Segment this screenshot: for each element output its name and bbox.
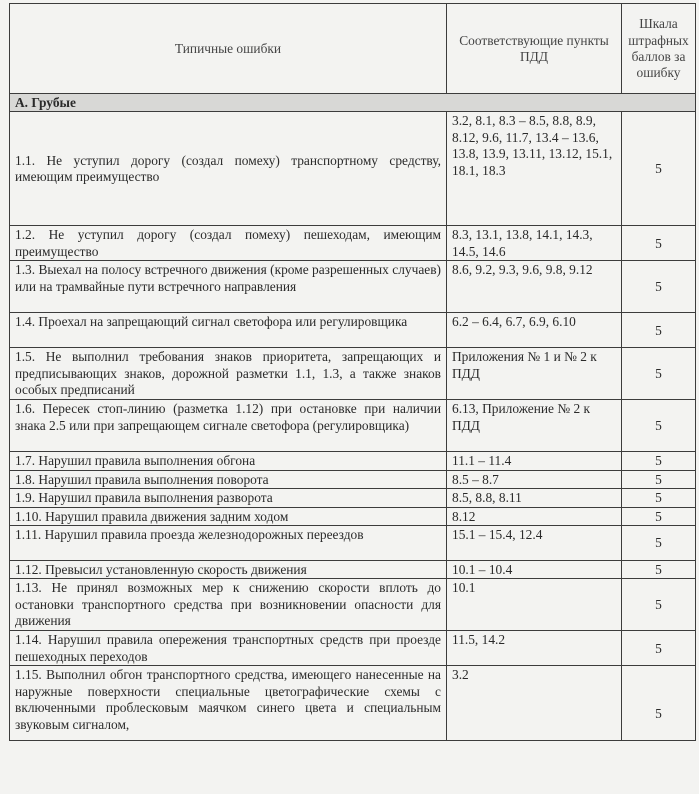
rule-points: 8.3, 13.1, 13.8, 14.1, 14.3, 14.5, 14.6 <box>447 226 622 261</box>
table-row <box>10 489 696 507</box>
section-row <box>10 94 696 112</box>
table-row <box>10 579 696 631</box>
penalty-score: 5 <box>622 400 696 452</box>
section-title: А. Грубые <box>10 94 696 112</box>
table-row <box>10 261 696 313</box>
penalty-score: 5 <box>622 631 696 666</box>
penalty-score: 5 <box>622 579 696 631</box>
table-row <box>10 313 696 348</box>
table-row <box>10 112 696 226</box>
header-rules: Соответствующие пункты ПДД <box>447 4 622 94</box>
penalty-score: 5 <box>622 261 696 313</box>
table-row <box>10 526 696 561</box>
error-description: 1.7. Нарушил правила выполнения обгона <box>10 452 447 470</box>
penalty-score: 5 <box>622 348 696 400</box>
rule-points: 6.2 – 6.4, 6.7, 6.9, 6.10 <box>447 313 622 348</box>
penalty-score: 5 <box>622 470 696 488</box>
error-description: 1.12. Превысил установленную скорость движения <box>10 561 447 579</box>
rule-points: 8.6, 9.2, 9.3, 9.6, 9.8, 9.12 <box>447 261 622 313</box>
penalty-score: 5 <box>622 507 696 525</box>
error-description: 1.2. Не уступил дорогу (создал помеху) пешеходам, имеющим преимущество <box>10 226 447 261</box>
table-row <box>10 666 696 741</box>
table-row <box>10 400 696 452</box>
error-description: 1.3. Выехал на полосу встречного движения (кроме разрешенных случаев) или на трамвайные пути встречного направления <box>10 261 447 313</box>
rule-points: 8.5, 8.8, 8.11 <box>447 489 622 507</box>
table-row <box>10 507 696 525</box>
header-row <box>10 4 696 94</box>
error-description: 1.6. Пересек стоп-линию (разметка 1.12) при остановке при наличии знака 2.5 или при запрещающем сигнале светофора (регулировщика) <box>10 400 447 452</box>
penalty-score: 5 <box>622 666 696 741</box>
errors-table <box>9 3 696 741</box>
penalty-score: 5 <box>622 452 696 470</box>
rule-points: 10.1 <box>447 579 622 631</box>
table-row <box>10 470 696 488</box>
rule-points: 8.5 – 8.7 <box>447 470 622 488</box>
rule-points: 10.1 – 10.4 <box>447 561 622 579</box>
penalty-score: 5 <box>622 561 696 579</box>
error-description: 1.11. Нарушил правила проезда железнодорожных переездов <box>10 526 447 561</box>
header-errors: Типичные ошибки <box>10 4 447 94</box>
rule-points: 3.2, 8.1, 8.3 – 8.5, 8.8, 8.9, 8.12, 9.6, 11.7, 13.4 – 13.6, 13.8, 13.9, 13.11, 13.12, 15.1, 18.1, 18.3 <box>447 112 622 226</box>
table-row <box>10 561 696 579</box>
rule-points: Приложения № 1 и № 2 к ПДД <box>447 348 622 400</box>
error-description: 1.9. Нарушил правила выполнения разворота <box>10 489 447 507</box>
error-description: 1.8. Нарушил правила выполнения поворота <box>10 470 447 488</box>
rule-points: 6.13, Приложение № 2 к ПДД <box>447 400 622 452</box>
error-description: 1.14. Нарушил правила опережения транспортных средств при проезде пешеходных переходов <box>10 631 447 666</box>
penalty-score: 5 <box>622 112 696 226</box>
penalty-score: 5 <box>622 489 696 507</box>
table-row <box>10 631 696 666</box>
rule-points: 3.2 <box>447 666 622 741</box>
table-row <box>10 226 696 261</box>
header-scale: Шкала штрафных баллов за ошибку <box>622 4 696 94</box>
penalty-score: 5 <box>622 313 696 348</box>
error-description: 1.5. Не выполнил требования знаков приоритета, запрещающих и предписывающих знаков, дорожной разметки 1.1, 1.3, а также знаков особых предписаний <box>10 348 447 400</box>
penalty-score: 5 <box>622 226 696 261</box>
rule-points: 8.12 <box>447 507 622 525</box>
error-description: 1.10. Нарушил правила движения задним ходом <box>10 507 447 525</box>
rule-points: 15.1 – 15.4, 12.4 <box>447 526 622 561</box>
penalty-score: 5 <box>622 526 696 561</box>
error-description: 1.15. Выполнил обгон транспортного средства, имеющего нанесенные на наружные поверхности специальные цветографические схемы с включенными проблесковым маячком синего цвета и специальным звуковым сигналом, <box>10 666 447 741</box>
rule-points: 11.5, 14.2 <box>447 631 622 666</box>
error-description: 1.4. Проехал на запрещающий сигнал светофора или регулировщика <box>10 313 447 348</box>
table-row <box>10 348 696 400</box>
table-row <box>10 452 696 470</box>
error-description: 1.13. Не принял возможных мер к снижению скорости вплоть до остановки транспортного средства при возникновении опасности для движения <box>10 579 447 631</box>
rule-points: 11.1 – 11.4 <box>447 452 622 470</box>
error-description: 1.1. Не уступил дорогу (создал помеху) транспортному средству, имеющим преимущество <box>10 112 447 226</box>
